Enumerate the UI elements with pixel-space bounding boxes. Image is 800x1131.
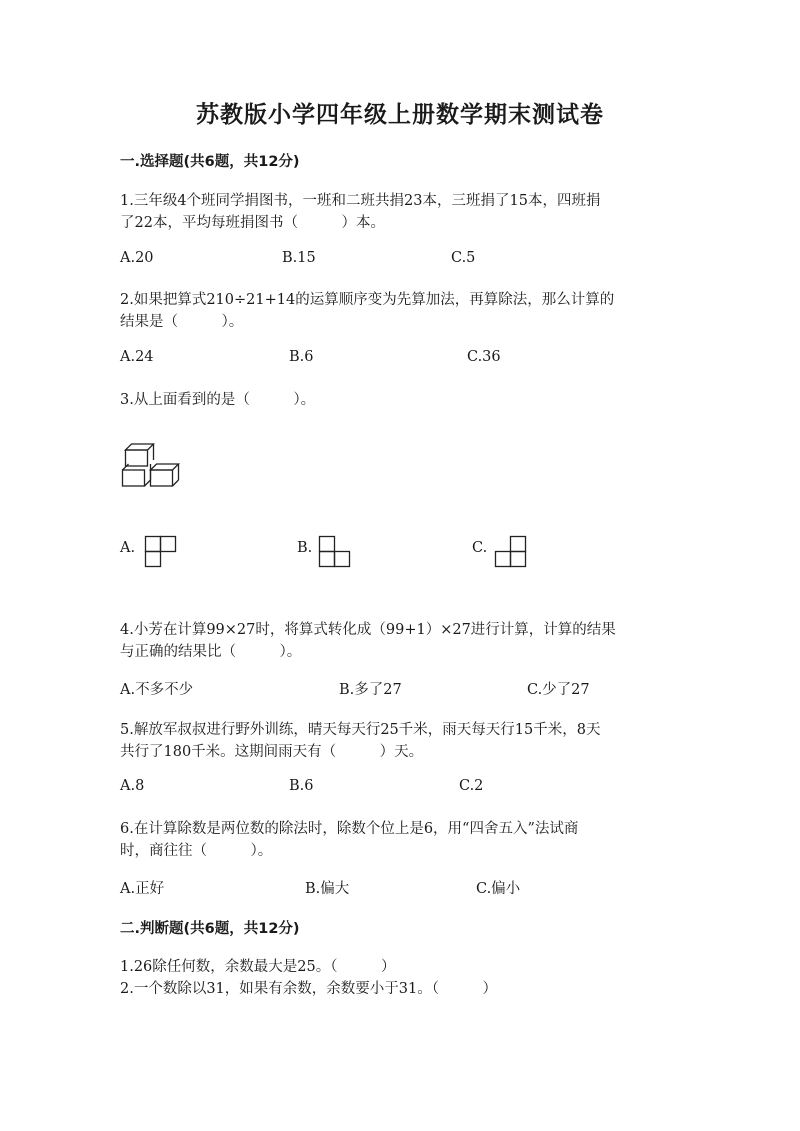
question-5-line-2: 共行了180千米。这期间雨天有（ ）天。 bbox=[120, 744, 424, 760]
question-4-line-2: 与正确的结果比（ ）。 bbox=[120, 644, 302, 660]
question-6-option-b: B.偏大 bbox=[305, 881, 350, 897]
question-5-option-b: B.6 bbox=[289, 778, 314, 794]
section-heading-judge: 二.判断题(共6题，共12分) bbox=[120, 921, 300, 937]
question-3-option-c-view-figure bbox=[494, 536, 528, 569]
judge-question-1: 1.26除任何数，余数最大是25。（ ） bbox=[120, 959, 396, 975]
question-4-option-a: A.不多不少 bbox=[120, 682, 194, 698]
question-5-option-a: A.8 bbox=[120, 778, 145, 794]
question-3-option-a-view-figure bbox=[145, 536, 177, 569]
question-2-option-a: A.24 bbox=[120, 349, 154, 365]
section-heading-choice: 一.选择题(共6题，共12分) bbox=[120, 154, 300, 170]
question-4-line-1: 4.小芳在计算99×27时，将算式转化成（99+1）×27进行计算，计算的结果 bbox=[120, 622, 616, 638]
question-2-line-1: 2.如果把算式210÷21+14的运算顺序变为先算加法，再算除法，那么计算的 bbox=[120, 292, 615, 308]
question-3-line-1: 3.从上面看到的是（ ）。 bbox=[120, 392, 316, 408]
question-3-option-b: B. bbox=[297, 540, 313, 556]
question-3-cube-figure bbox=[122, 443, 180, 488]
question-6-option-c: C.偏小 bbox=[476, 881, 521, 897]
question-6-line-2: 时，商往往（ ）。 bbox=[120, 843, 273, 859]
question-3-option-b-view-figure bbox=[319, 536, 352, 569]
question-1-option-c: C.5 bbox=[451, 250, 476, 266]
question-1-option-b: B.15 bbox=[282, 250, 316, 266]
question-2-option-c: C.36 bbox=[467, 349, 501, 365]
question-5-line-1: 5.解放军叔叔进行野外训练，晴天每天行25千米，雨天每天行15千米，8天 bbox=[120, 722, 601, 738]
question-5-option-c: C.2 bbox=[459, 778, 484, 794]
judge-question-2: 2.一个数除以31，如果有余数，余数要小于31。（ ） bbox=[120, 981, 497, 997]
question-3-option-a: A. bbox=[120, 540, 136, 556]
question-3-option-c: C. bbox=[472, 540, 488, 556]
question-2-line-2: 结果是（ ）。 bbox=[120, 314, 244, 330]
question-6-line-1: 6.在计算除数是两位数的除法时，除数个位上是6，用“四舍五入”法试商 bbox=[120, 821, 579, 837]
question-2-option-b: B.6 bbox=[289, 349, 314, 365]
question-1-line-2: 了22本，平均每班捐图书（ ）本。 bbox=[120, 215, 385, 231]
question-1-option-a: A.20 bbox=[120, 250, 154, 266]
question-4-option-c: C.少了27 bbox=[527, 682, 590, 698]
question-1-line-1: 1.三年级4个班同学捐图书，一班和二班共捐23本，三班捐了15本，四班捐 bbox=[120, 193, 601, 209]
question-6-option-a: A.正好 bbox=[120, 881, 165, 897]
question-4-option-b: B.多了27 bbox=[339, 682, 402, 698]
page-title: 苏教版小学四年级上册数学期末测试卷 bbox=[196, 102, 604, 128]
